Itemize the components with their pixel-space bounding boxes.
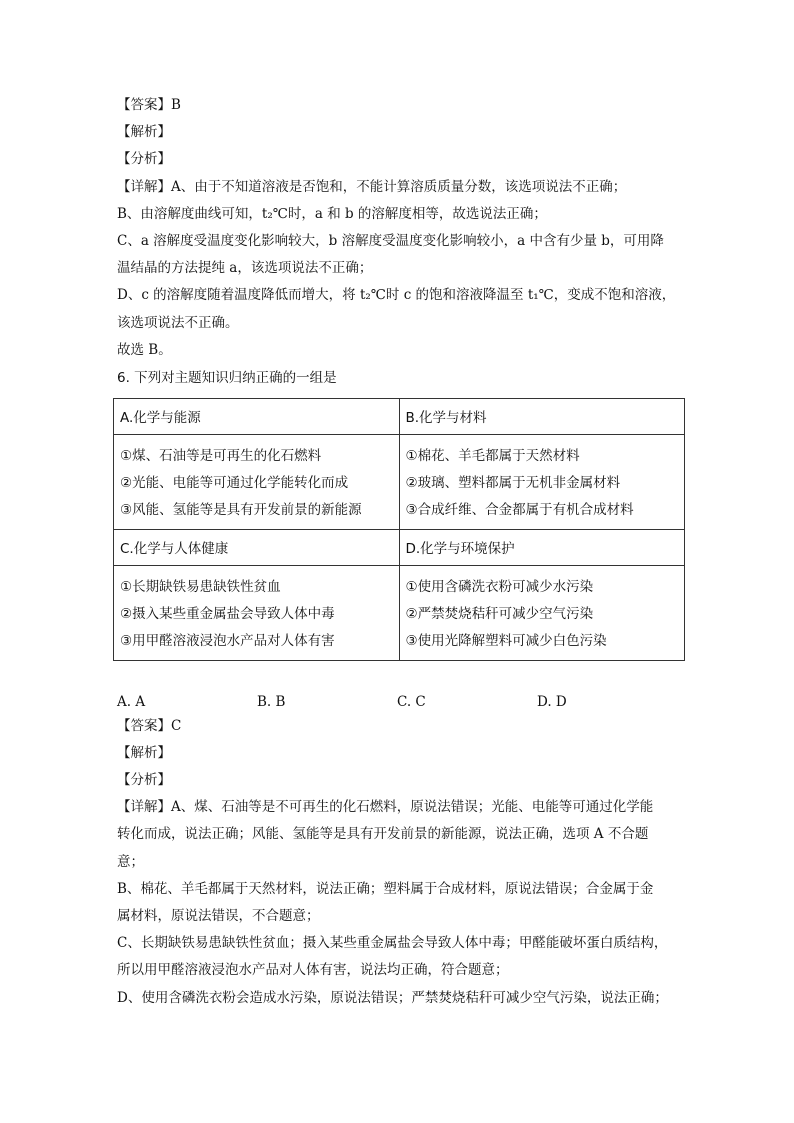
detail-line: C、长期缺铁易患缺铁性贫血；摄入某些重金属盐会导致人体中毒；甲醛能破坏蛋白质结构，	[117, 935, 668, 951]
answer-options	[117, 692, 677, 712]
prev-detail-line: 故选 B。	[117, 342, 172, 358]
prev-fenxi-label: 【分析】	[117, 151, 171, 167]
table-item: ①使用含磷洗衣粉可减少水污染	[405, 579, 594, 595]
table-cell-a-body	[114, 435, 400, 530]
prev-detail-line: 该选项说法不正确。	[117, 315, 239, 331]
table-cell-b-body	[399, 435, 685, 530]
table-cell-d-title: D.化学与环境保护	[399, 530, 685, 566]
knowledge-table	[113, 398, 685, 661]
detail-line: B、棉花、羊毛都属于天然材料，说法正确；塑料属于合成材料，原说法错误；合金属于金	[117, 881, 654, 897]
detail-line: 所以用甲醛溶液浸泡水产品对人体有害，说法均正确，符合题意；	[117, 962, 509, 978]
table-item: ②严禁焚烧秸秆可减少空气污染	[405, 606, 594, 622]
table-cell-b-title: B.化学与材料	[399, 399, 685, 435]
table-item: ③合成纤维、合金都属于有机合成材料	[405, 502, 634, 518]
table-cell-d-body	[399, 566, 685, 661]
table-item: ③风能、氢能等是具有开发前景的新能源	[120, 502, 362, 518]
table-item: ③用甲醛溶液浸泡水产品对人体有害	[120, 633, 335, 649]
prev-detail-line: B、由溶解度曲线可知，t₂℃时，a 和 b 的溶解度相等，故选说法正确；	[117, 206, 547, 222]
table-cell-c-body	[114, 566, 400, 661]
option-d: D. D	[537, 694, 567, 710]
table-item: ②玻璃、塑料都属于无机非金属材料	[405, 475, 621, 491]
table-item: ①棉花、羊毛都属于天然材料	[405, 448, 580, 464]
table-cell-a-title: A.化学与能源	[114, 399, 400, 435]
detail-line: 意；	[117, 854, 144, 870]
prev-detail-line: C、a 溶解度受温度变化影响较大，b 溶解度受温度变化影响较小，a 中含有少量 b，可用降	[117, 233, 664, 249]
option-c: C. C	[397, 694, 426, 710]
prev-jiexi-label: 【解析】	[117, 124, 171, 140]
prev-detail-line: 【详解】A、由于不知道溶液是否饱和，不能计算溶质质量分数，该选项说法不正确；	[117, 179, 627, 195]
table-item: ②摄入某些重金属盐会导致人体中毒	[120, 606, 335, 622]
detail-line: 转化而成，说法正确；风能、氢能等是具有开发前景的新能源，说法正确，选项 A 不合题	[117, 826, 649, 842]
question-stem: 6. 下列对主题知识归纳正确的一组是	[117, 370, 337, 386]
prev-answer-label: 【答案】B	[117, 97, 181, 113]
option-a: A. A	[117, 694, 146, 710]
table-item: ②光能、电能等可通过化学能转化而成	[120, 475, 349, 491]
fenxi-label: 【分析】	[117, 772, 171, 788]
answer-label: 【答案】C	[117, 718, 182, 734]
option-b: B. B	[257, 694, 286, 710]
detail-line: D、使用含磷洗衣粉会造成水污染，原说法错误；严禁焚烧秸秆可减少空气污染，说法正确；	[117, 990, 668, 1006]
table-item: ③使用光降解塑料可减少白色污染	[405, 633, 607, 649]
jiexi-label: 【解析】	[117, 745, 171, 761]
table-item: ①长期缺铁易患缺铁性贫血	[120, 579, 281, 595]
prev-detail-line: D、c 的溶解度随着温度降低而增大，将 t₂℃时 c 的饱和溶液降温至 t₁℃，变成不饱和溶液，	[117, 287, 676, 303]
table-cell-c-title: C.化学与人体健康	[114, 530, 400, 566]
table-item: ①煤、石油等是可再生的化石燃料	[120, 448, 322, 464]
detail-line: 属材料，原说法错误，不合题意；	[117, 908, 320, 924]
prev-detail-line: 温结晶的方法提纯 a，该选项说法不正确；	[117, 260, 373, 276]
detail-line: 【详解】A、煤、石油等是不可再生的化石燃料，原说法错误；光能、电能等可通过化学能	[117, 799, 654, 815]
